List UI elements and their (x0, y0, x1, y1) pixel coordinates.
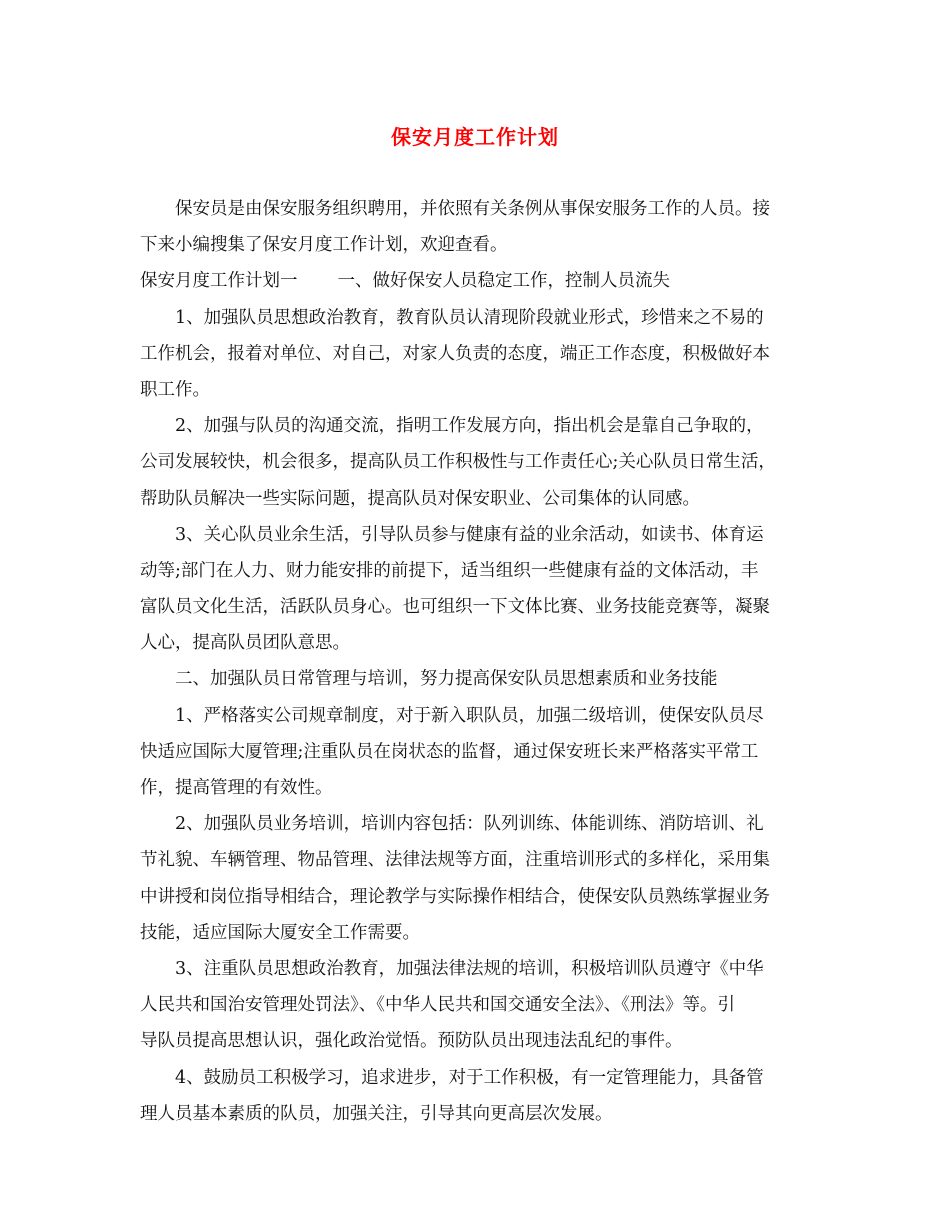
line-text: 富队员文化生活，活跃队员身心。也可组织一下文体比赛、业务技能竞赛等，凝聚 (140, 597, 770, 618)
line-text: 人心，提高队员团队意思。 (140, 633, 350, 654)
paragraph-line (140, 806, 828, 842)
paragraph-line (140, 372, 828, 408)
line-text: 快适应国际大厦管理;注重队员在岗状态的监督，通过保安班长来严格落实平常工 (140, 741, 759, 762)
paragraph-line (140, 408, 828, 444)
paragraph-line (140, 1023, 828, 1059)
line-text: 动等;部门在人力、财力能安排的前提下，适当组织一些健康有益的文体活动，丰 (140, 560, 759, 581)
paragraph-line (140, 1096, 828, 1132)
line-text: 1、加强队员思想政治教育，教育队员认清现阶段就业形式，珍惜来之不易的 (175, 307, 764, 328)
paragraph-line (140, 517, 828, 553)
line-text: 职工作。 (140, 379, 210, 400)
paragraph-line (140, 481, 828, 517)
section-heading: 一、做好保安人员稳定工作，控制人员流失 (337, 271, 670, 292)
line-text: 下来小编搜集了保安月度工作计划，欢迎查看。 (140, 235, 508, 256)
paragraph-line (140, 1060, 828, 1096)
line-text: 帮助队员解决一些实际问题，提高队员对保安职业、公司集体的认同感。 (140, 488, 700, 509)
paragraph-line (140, 263, 828, 299)
line-text: 理人员基本素质的队员，加强关注，引导其向更高层次发展。 (140, 1103, 613, 1124)
line-text: 3、关心队员业余生活，引导队员参与健康有益的业余活动，如读书、体育运 (175, 524, 764, 545)
document-title: 保安月度工作计划 (391, 125, 559, 149)
line-text: 技能，适应国际大厦安全工作需要。 (140, 922, 420, 943)
paragraph-line (140, 444, 828, 480)
paragraph-line (140, 336, 828, 372)
paragraph-line (140, 553, 828, 589)
line-text: 节礼貌、车辆管理、物品管理、法律法规等方面，注重培训形式的多样化，采用集 (140, 850, 770, 871)
paragraph-line (140, 842, 828, 878)
line-text: 4、鼓励员工积极学习，追求进步，对于工作积极，有一定管理能力，具备管 (175, 1067, 764, 1088)
line-text: 工作机会，报着对单位、对自己，对家人负责的态度，端正工作态度，积极做好本 (140, 343, 770, 364)
document-body (140, 191, 828, 1132)
line-text: 1、严格落实公司规章制度，对于新入职队员，加强二级培训，使保安队员尽 (175, 705, 764, 726)
line-text: 3、注重队员思想政治教育，加强法律法规的培训，积极培训队员遵守《中华 (175, 958, 764, 979)
paragraph-line (140, 915, 828, 951)
paragraph-line (140, 300, 828, 336)
line-text: 导队员提高思想认识，强化政治觉悟。预防队员出现违法乱纪的事件。 (140, 1031, 683, 1052)
line-text: 作，提高管理的有效性。 (140, 778, 333, 798)
paragraph-line (140, 625, 828, 661)
paragraph-line (140, 734, 828, 770)
line-text: 2、加强队员业务培训，培训内容包括：队列训练、体能训练、消防培训、礼 (175, 814, 764, 835)
paragraph-line (140, 191, 828, 227)
line-text: 中讲授和岗位指导相结合，理论教学与实际操作相结合，使保安队员熟练掌握业务 (140, 886, 770, 907)
line-text: 保安月度工作计划一 (140, 271, 298, 292)
paragraph-line (140, 661, 828, 697)
line-text: 二、加强队员日常管理与培训，努力提高保安队员思想素质和业务技能 (175, 669, 718, 690)
paragraph-line (140, 589, 828, 625)
line-text: 保安员是由保安服务组织聘用，并依照有关条例从事保安服务工作的人员。接 (175, 199, 770, 219)
paragraph-line (140, 698, 828, 734)
line-text: 人民共和国治安管理处罚法》、《中华人民共和国交通安全法》、《刑法》等。引 (140, 995, 735, 1016)
paragraph-line (140, 987, 828, 1023)
paragraph-line (140, 951, 828, 987)
paragraph-line (140, 770, 828, 806)
paragraph-line (140, 879, 828, 915)
line-text: 公司发展较快，机会很多，提高队员工作积极性与工作责任心;关心队员日常生活， (140, 452, 776, 473)
line-text: 2、加强与队员的沟通交流，指明工作发展方向，指出机会是靠自己争取的， (175, 416, 764, 437)
paragraph-line (140, 227, 828, 263)
